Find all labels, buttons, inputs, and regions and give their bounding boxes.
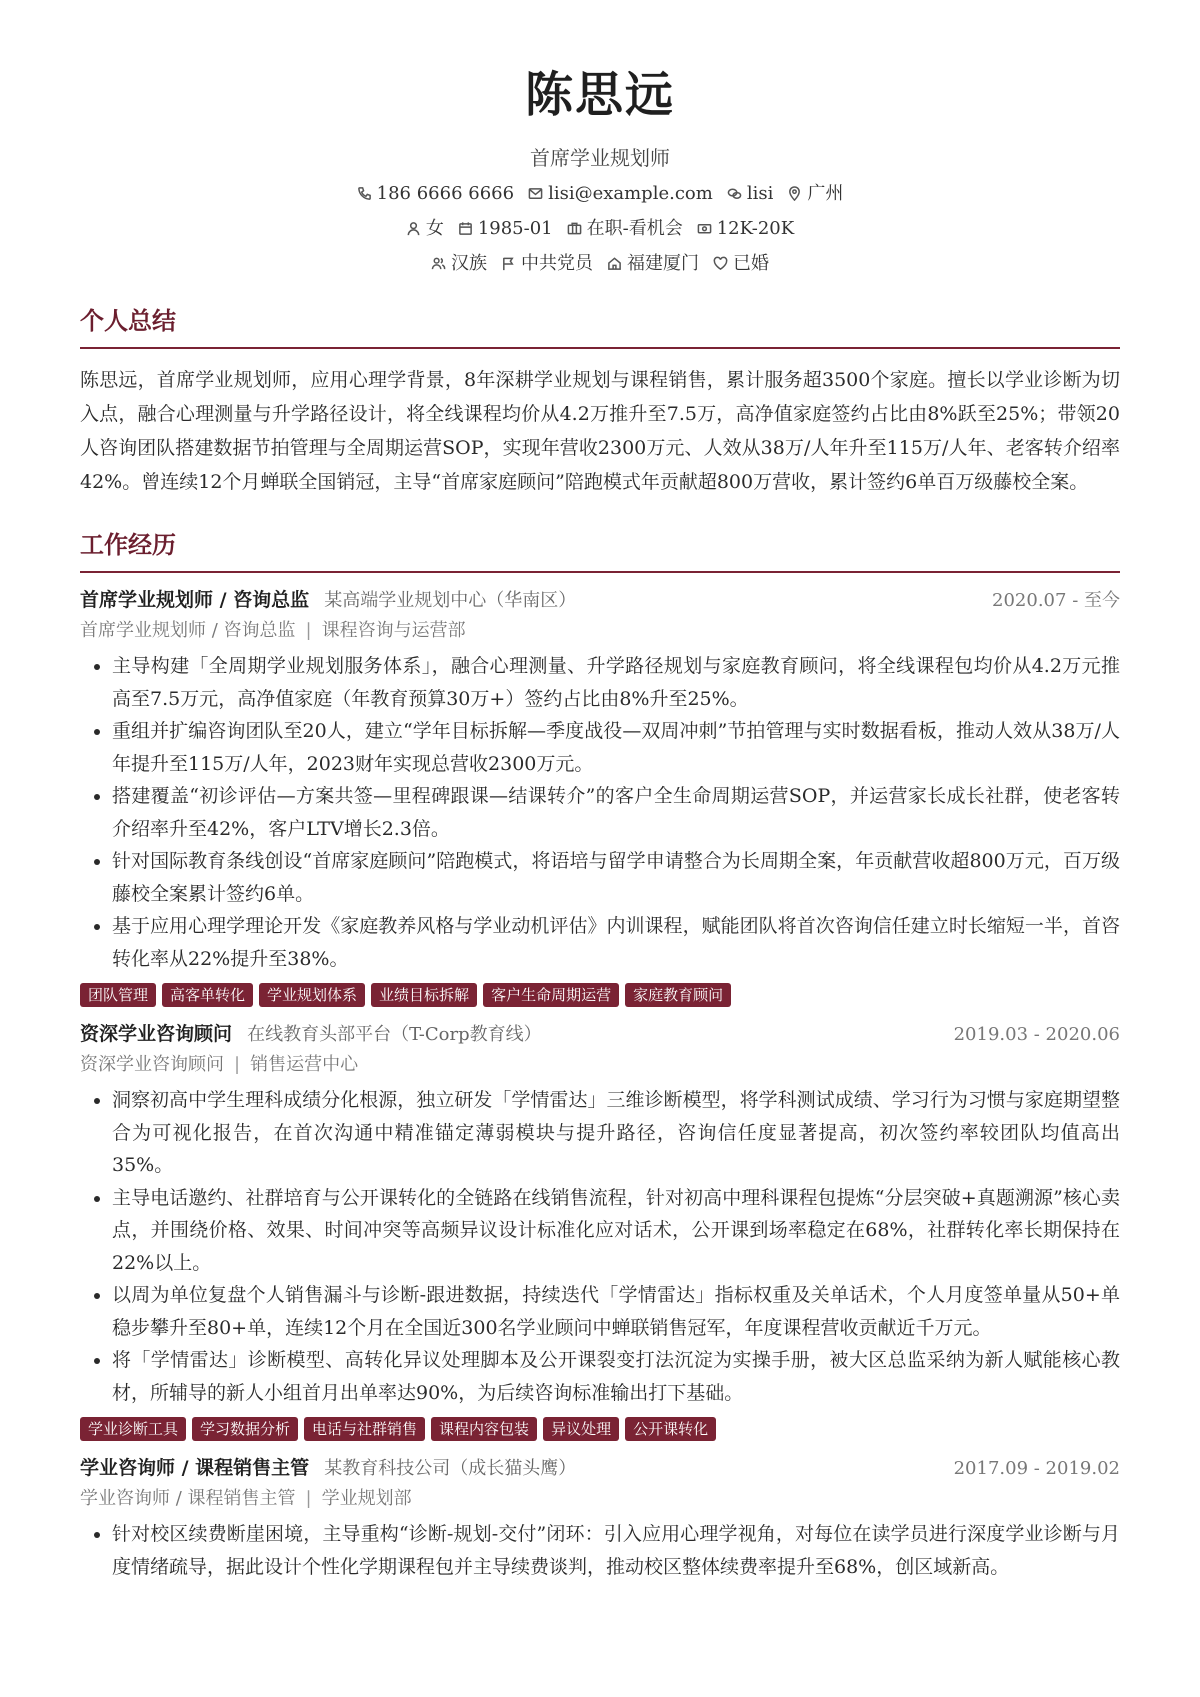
- marital-text: 已婚: [733, 253, 769, 274]
- home-icon: [607, 256, 622, 271]
- birth-item: [458, 215, 553, 242]
- summary-text: 陈思远，首席学业规划师，应用心理学背景，8年深耕学业规划与课程销售，累计服务超3500个家庭。擅长以学业诊断为切入点，融合心理测量与升学路径设计，将全线课程均价从4.2万推升至7.5万，高净值家庭签约占比由8%跃至25%；带领20人咨询团队搭建数据节拍管理与全周期运营SOP，实现年营收2300万元、人效从38万/人年升至115万/人年、老客转介绍率42%。曾连续12个月蝉联全国销冠，主导“首席家庭顾问”陪跑模式年贡献超800万营收，累计签约6单百万级藤校全案。: [80, 369, 1120, 493]
- ethnicity-text: 汉族: [451, 253, 487, 274]
- job-header: [80, 1019, 1120, 1050]
- gender-text: 女: [425, 218, 444, 239]
- job-tags: [80, 983, 1120, 1007]
- skill-tag: 学业规划体系: [259, 983, 365, 1007]
- job-bullet: • 洞察初高中学生理科成绩分化根源，独立研发「学情雷达」三维诊断模型，将学科测试成绩、学习行为习惯与家庭期望整合为可视化报告，在首次沟通中精准锚定薄弱模块与提升路径，咨询信任度显著提高，初次签约率较团队均值高出35%。: [112, 1084, 1120, 1182]
- job-subline: [80, 1050, 1120, 1080]
- email-text: lisi@example.com: [548, 183, 713, 204]
- job-entry: [80, 585, 1120, 1007]
- skill-tag: 业绩目标拆解: [371, 983, 477, 1007]
- skill-tag: 异议处理: [543, 1417, 619, 1441]
- job-company: 某高端学业规划中心（华南区）: [324, 590, 577, 611]
- salary-text: 12K-20K: [716, 218, 795, 239]
- heart-icon: [713, 256, 728, 271]
- ethnicity-item: [431, 250, 487, 277]
- job-tags: [80, 1417, 1120, 1441]
- skill-tag: 高客单转化: [162, 983, 253, 1007]
- politics-text: 中共党员: [521, 253, 593, 274]
- job-date: 2020.07 - 至今: [992, 590, 1120, 611]
- candidate-name: 陈思远: [524, 67, 675, 123]
- birth-text: 1985-01: [477, 218, 553, 239]
- job-sub-separator: |: [305, 1488, 312, 1509]
- salary-item: [697, 215, 794, 242]
- status-text: 在职-看机会: [586, 218, 683, 239]
- job-sub-separator: |: [234, 1054, 241, 1075]
- experience-section: [80, 529, 1120, 1583]
- user-icon: [406, 221, 421, 236]
- skill-tag: 团队管理: [80, 983, 156, 1007]
- job-bullets: [80, 650, 1120, 975]
- job-header: [80, 585, 1120, 616]
- job-subline: [80, 616, 1120, 646]
- job-company: 在线教育头部平台（T-Corp教育线）: [247, 1024, 542, 1045]
- job-role: 学业咨询师 / 课程销售主管: [80, 1457, 310, 1479]
- job-bullets: [80, 1084, 1120, 1409]
- salary-icon: [697, 221, 712, 236]
- contact-row-2: [80, 215, 1120, 242]
- marital-item: [713, 250, 769, 277]
- job-date: 2019.03 - 2020.06: [953, 1024, 1120, 1045]
- job-bullet: • 针对校区续费断崖困境，主导重构“诊断-规划-交付”闭环：引入应用心理学视角，对每位在读学员进行深度学业诊断与月度情绪疏导，据此设计个性化学期课程包并主导续费谈判，推动校区整体续费率提升至68%，创区域新高。: [112, 1518, 1120, 1583]
- people-icon: [431, 256, 446, 271]
- hometown-text: 福建厦门: [627, 253, 699, 274]
- job-bullet: • 以周为单位复盘个人销售漏斗与诊断-跟进数据，持续迭代「学情雷达」指标权重及关单话术，个人月度签单量从50+单稳步攀升至80+单，连续12个月在全国近300名学业顾问中蝉联销售冠军，年度课程营收贡献近千万元。: [112, 1279, 1120, 1344]
- email-item: [528, 180, 713, 207]
- briefcase-icon: [567, 221, 582, 236]
- gender-item: [406, 215, 444, 242]
- skill-tag: 学业诊断工具: [80, 1417, 186, 1441]
- location-icon: [787, 186, 802, 201]
- skill-tag: 课程内容包装: [431, 1417, 537, 1441]
- location-text: 广州: [807, 183, 844, 204]
- job-bullet: • 基于应用心理学理论开发《家庭教养风格与学业动机评估》内训课程，赋能团队将首次咨询信任建立时长缩短一半，首咨转化率从22%提升至38%。: [112, 910, 1120, 975]
- job-role: 首席学业规划师 / 咨询总监: [80, 589, 310, 611]
- job-role: 资深学业咨询顾问: [80, 1023, 233, 1045]
- job-department: 课程咨询与运营部: [321, 620, 466, 641]
- job-bullet: • 搭建覆盖“初诊评估—方案共签—里程碑跟课—结课转介”的客户全生命周期运营SOP，并运营家长成长社群，使老客转介绍率升至42%，客户LTV增长2.3倍。: [112, 780, 1120, 845]
- resume-header: [80, 0, 1120, 277]
- job-department: 学业规划部: [321, 1488, 412, 1509]
- job-bullets: [80, 1518, 1120, 1583]
- skill-tag: 公开课转化: [625, 1417, 716, 1441]
- job-sub-separator: |: [305, 620, 312, 641]
- job-header: [80, 1453, 1120, 1484]
- phone-icon: [357, 186, 372, 201]
- contact-row-3: [80, 250, 1120, 277]
- job-sub-role: 学业咨询师 / 课程销售主管: [80, 1488, 296, 1509]
- job-bullet: • 重组并扩编咨询团队至20人，建立“学年目标拆解—季度战役—双周冲刺”节拍管理与实时数据看板，推动人效从38万/人年提升至115万/人年，2023财年实现总营收2300万元。: [112, 715, 1120, 780]
- job-bullet: • 主导电话邀约、社群培育与公开课转化的全链路在线销售流程，针对初高中理科课程包提炼“分层突破+真题溯源”核心卖点，并围绕价格、效果、时间冲突等高频异议设计标准化应对话术，公开课到场率稳定在68%，社群转化率长期保持在22%以上。: [112, 1182, 1120, 1280]
- job-subline: [80, 1484, 1120, 1514]
- job-company: 某教育科技公司（成长猫头鹰）: [324, 1458, 577, 1479]
- skill-tag: 客户生命周期运营: [483, 983, 619, 1007]
- politics-item: [501, 250, 593, 277]
- job-bullet: • 主导构建「全周期学业规划服务体系」，融合心理测量、升学路径规划与家庭教育顾问，将全线课程包均价从4.2万元推高至7.5万元，高净值家庭（年教育预算30万+）签约占比由8%升至25%。: [112, 650, 1120, 715]
- wechat-text: lisi: [746, 183, 774, 204]
- job-date: 2017.09 - 2019.02: [953, 1458, 1120, 1479]
- skill-tag: 电话与社群销售: [304, 1417, 425, 1441]
- status-item: [567, 215, 683, 242]
- calendar-icon: [458, 221, 473, 236]
- wechat-item: [727, 180, 774, 207]
- location-item: [787, 180, 843, 207]
- summary-heading: 个人总结: [80, 305, 1120, 349]
- job-bullet: • 针对国际教育条线创设“首席家庭顾问”陪跑模式，将语培与留学申请整合为长周期全案，年贡献营收超800万元，百万级藤校全案累计签约6单。: [112, 845, 1120, 910]
- wechat-icon: [727, 186, 742, 201]
- summary-section: [80, 305, 1120, 499]
- skill-tag: 学习数据分析: [192, 1417, 298, 1441]
- hometown-item: [607, 250, 699, 277]
- job-bullet: • 将「学情雷达」诊断模型、高转化异议处理脚本及公开课裂变打法沉淀为实操手册，被大区总监采纳为新人赋能核心教材，所辅导的新人小组首月出单率达90%，为后续咨询标准输出打下基础。: [112, 1344, 1120, 1409]
- job-department: 销售运营中心: [250, 1054, 359, 1075]
- contact-row-1: [80, 180, 1120, 207]
- job-entry: [80, 1019, 1120, 1441]
- phone-item: [357, 180, 514, 207]
- skill-tag: 家庭教育顾问: [625, 983, 731, 1007]
- flag-icon: [501, 256, 516, 271]
- experience-heading: 工作经历: [80, 529, 1120, 573]
- job-entry: [80, 1453, 1120, 1583]
- job-sub-role: 首席学业规划师 / 咨询总监: [80, 620, 296, 641]
- phone-text: 186 6666 6666: [376, 183, 515, 204]
- candidate-title: 首席学业规划师: [530, 146, 670, 170]
- mail-icon: [528, 186, 543, 201]
- job-sub-role: 资深学业咨询顾问: [80, 1054, 224, 1075]
